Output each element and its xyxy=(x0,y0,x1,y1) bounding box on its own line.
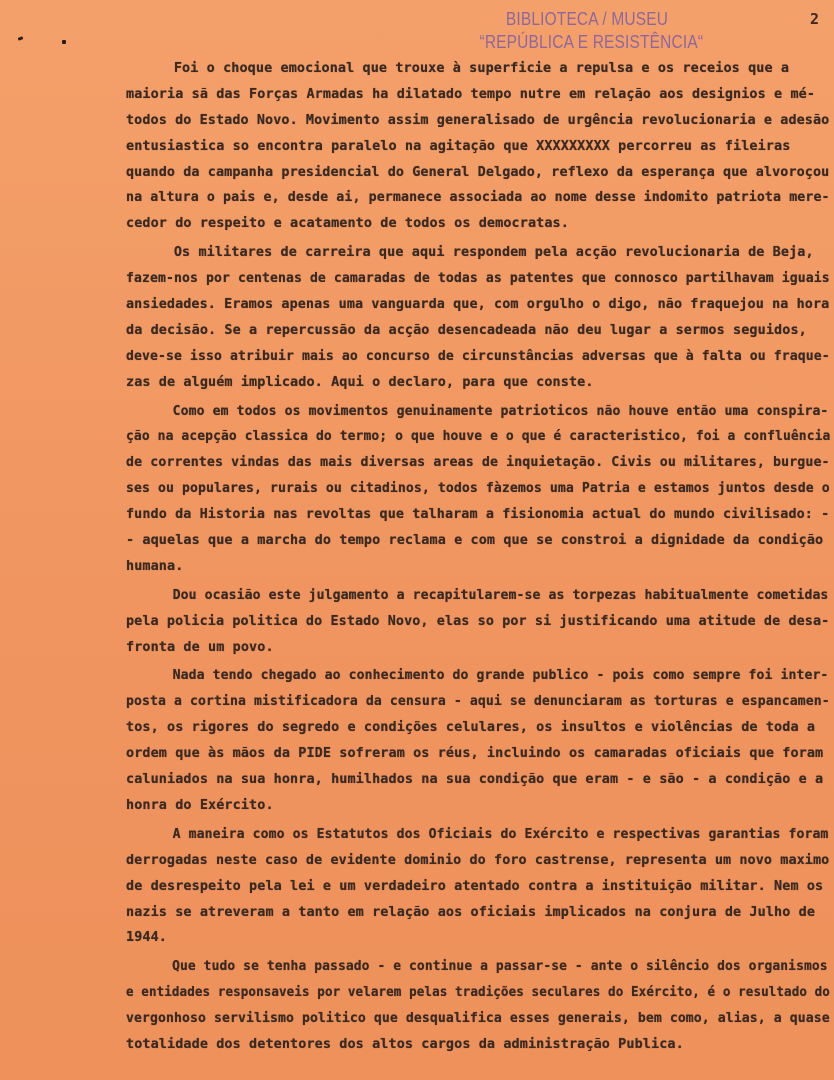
text-line: todos do Estado Novo. Movimento assim generalisado de urgência revolucionaria e adesão xyxy=(126,111,830,128)
text-line: e entidades responsaveis por velarem pelas tradições seculares do Exército, é o resultado do xyxy=(126,984,830,1001)
text-line: totalidade dos detentores dos altos cargos da administração Publica. xyxy=(126,1035,684,1052)
ink-mark xyxy=(62,40,66,44)
stamp-line-1: BIBLIOTECA / MUSEU xyxy=(505,9,669,29)
text-line: quando da campanha presidencial do General Delgado, reflexo da esperança que alvoroçou xyxy=(126,163,830,180)
text-line: Nada tendo chegado ao conhecimento do grande publico - pois como sempre foi inter- xyxy=(172,667,829,684)
text-line: Que tudo se tenha passado - e continue a passar-se - ante o silêncio dos organismos xyxy=(172,958,828,975)
text-line: Dou ocasião este julgamento a recapitularem-se as torpezas habitualmente cometidas xyxy=(172,586,829,603)
text-line: honra do Exército. xyxy=(126,796,274,813)
text-line: vergonhoso servilismo politico que desqualifica esses generais, bem como, alias, a quase xyxy=(126,1010,830,1027)
text-line: entusiastica so encontra paralelo na agitação que XXXXXXXXX percorreu as fileiras xyxy=(126,137,791,154)
text-line: ansiedades. Eramos apenas uma vanguarda que, com orgulho o digo, não fraquejou na hora xyxy=(126,296,830,313)
text-line: caluniados na sua honra, humilhados na sua condição que eram - e são - a condição e a xyxy=(126,771,824,788)
text-line: A maneira como os Estatutos dos Oficiais do Exército e respectivas garantias foram xyxy=(172,825,829,842)
text-line: ses ou populares, rurais ou citadinos, todos fàzemos uma Patria e estamos juntos desde o xyxy=(126,480,830,497)
page-number: 2 xyxy=(810,10,820,28)
text-line: zas de alguém implicado. Aqui o declaro, para que conste. xyxy=(126,373,594,390)
text-line: fronta de um povo. xyxy=(126,638,274,655)
text-line: ordem que às mãos da PIDE sofreram os réus, incluindo os camaradas oficiais que foram xyxy=(126,745,824,762)
text-line: pela policia politica do Estado Novo, elas so por si justificando uma atitude de desa- xyxy=(126,612,830,629)
text-line: cedor do respeito e acatamento de todos os democratas. xyxy=(126,215,569,232)
text-line: de desrespeito pela lei e um verdadeiro atentado contra a instituição militar. Nem os xyxy=(126,877,824,894)
text-line: Os militares de carreira que aqui respondem pela acção revolucionaria de Beja, xyxy=(173,244,814,261)
text-line: maioria sã das Forças Armadas ha dilatado tempo nutre em relação aos designios e mé- xyxy=(126,85,816,102)
text-line: humana. xyxy=(126,557,184,574)
text-line: fazem-nos por centenas de camaradas de todas as patentes que connosco partilhavam iguais xyxy=(126,270,830,287)
text-line: derrogadas neste caso de evidente dominio do foro castrense, representa um novo maximo xyxy=(126,851,830,868)
stamp-line-2: “REPÚBLICA E RESISTÊNCIA“ xyxy=(479,32,704,52)
text-line: fundo da Historia nas revoltas que talharam a fisionomia actual do mundo civilisado: - xyxy=(126,506,830,523)
text-line: de correntes vindas das mais diversas areas de inquietação. Civis ou militares, burgue- xyxy=(126,454,830,471)
ink-mark xyxy=(18,36,24,41)
text-line: deve-se isso atribuir mais ao concurso de circunstâncias adversas que à falta ou fraque- xyxy=(126,347,830,364)
text-line: ção na acepção classica do termo; o que houve e o que é caracteristico, foi a confluência xyxy=(126,428,831,445)
text-line: posta a cortina mistificadora da censura - aqui se denunciaram as torturas e espancamen- xyxy=(126,693,830,710)
text-line: nazis se atreveram a tanto em relação aos oficiais implicados na conjura de Julho de xyxy=(126,903,816,920)
text-line: 1944. xyxy=(126,929,168,946)
typewritten-body xyxy=(126,56,832,1058)
library-stamp xyxy=(479,8,704,54)
text-line: da decisão. Se a repercussão da acção desencadeada não deu lugar a sermos seguidos, xyxy=(126,321,807,338)
text-line: - aquelas que a marcha do tempo reclama e com que se constroi a dignidade da condição xyxy=(126,532,824,549)
text-line: na altura o pais e, desde ai, permanece associada ao nome desse indomito patriota mere- xyxy=(126,189,830,206)
text-line: Como em todos os movimentos genuinamente patrioticos não houve então uma conspira- xyxy=(172,402,829,419)
text-line: tos, os rigores do segredo e condições celulares, os insultos e violências de toda a xyxy=(126,719,816,736)
text-line: Foi o choque emocional que trouxe à superficie a repulsa e os receios que a xyxy=(173,60,790,76)
